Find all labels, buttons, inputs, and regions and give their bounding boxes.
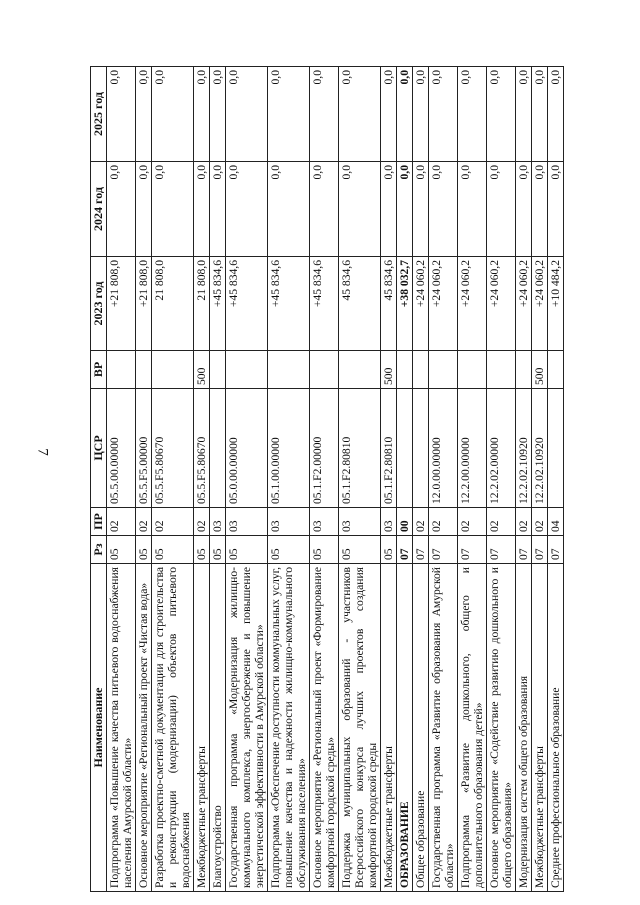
- table-row: [194, 67, 210, 892]
- row-2023: +45 834,6: [268, 257, 310, 351]
- row-name: Подпрограмма «Повышение качества питьевого водоснабжения населения Амурской области»: [107, 564, 136, 892]
- row-vr: [458, 351, 487, 389]
- row-2024: 0,0: [429, 162, 458, 257]
- row-2025: 0,0: [194, 67, 210, 162]
- row-2025: 0,0: [458, 67, 487, 162]
- row-2025: 0,0: [487, 67, 516, 162]
- row-pr: 02: [413, 508, 429, 536]
- row-2025: 0,0: [136, 67, 152, 162]
- row-rz: 05: [194, 536, 210, 564]
- row-vr: [226, 351, 268, 389]
- row-rz: 07: [458, 536, 487, 564]
- row-pr: 03: [226, 508, 268, 536]
- row-vr: [413, 351, 429, 389]
- row-rz: 05: [310, 536, 339, 564]
- row-pr: 03: [339, 508, 381, 536]
- row-2024: 0,0: [310, 162, 339, 257]
- row-csr: 05.0.00.00000: [226, 389, 268, 508]
- row-name: Основное мероприятие «Региональный проект «Чистая вода»: [136, 564, 152, 892]
- row-pr: 02: [107, 508, 136, 536]
- row-2025: 0,0: [210, 67, 226, 162]
- row-name: Межбюджетные трансферты: [194, 564, 210, 892]
- row-2025: 0,0: [413, 67, 429, 162]
- row-name: Основное мероприятие «Региональный проект «Формирование комфортной городской среды»: [310, 564, 339, 892]
- row-2024: 0,0: [152, 162, 194, 257]
- page-number: 7: [34, 448, 51, 456]
- row-name: Государственная программа «Модернизация жилищно-коммунального комплекса, энергосбережение и повышение энергетической эффективности в Амурской области»: [226, 564, 268, 892]
- row-2023: +24 060,2: [458, 257, 487, 351]
- row-csr: 12.2.02.10920: [532, 389, 548, 508]
- row-2024: 0,0: [210, 162, 226, 257]
- header-vr: ВР: [91, 351, 107, 389]
- row-2025: 0,0: [268, 67, 310, 162]
- row-vr: [152, 351, 194, 389]
- row-csr: 05.5.F5.80670: [152, 389, 194, 508]
- table-row: [532, 67, 548, 892]
- row-name: Поддержка муниципальных образований - участников Всероссийского конкурса лучших проектов создания комфортной городской среды: [339, 564, 381, 892]
- row-2024: 0,0: [397, 162, 413, 257]
- table-body: [107, 67, 564, 892]
- row-vr: [548, 351, 564, 389]
- row-2024: 0,0: [226, 162, 268, 257]
- row-pr: 03: [210, 508, 226, 536]
- row-2024: 0,0: [548, 162, 564, 257]
- row-csr: 05.1.F2.00000: [310, 389, 339, 508]
- row-rz: 07: [429, 536, 458, 564]
- table-row: [381, 67, 397, 892]
- table-row: [548, 67, 564, 892]
- row-name: Государственная программа «Развитие образования Амурской области»: [429, 564, 458, 892]
- rotated-table-container: [90, 67, 598, 892]
- row-2023: +45 834,6: [310, 257, 339, 351]
- row-csr: 05.1.00.00000: [268, 389, 310, 508]
- row-rz: 07: [516, 536, 532, 564]
- row-vr: [268, 351, 310, 389]
- row-csr: 05.5.F5.80670: [194, 389, 210, 508]
- row-pr: 02: [429, 508, 458, 536]
- row-2024: 0,0: [516, 162, 532, 257]
- row-pr: 03: [268, 508, 310, 536]
- row-pr: 00: [397, 508, 413, 536]
- row-pr: 02: [516, 508, 532, 536]
- row-csr: 05.1.F2.80810: [339, 389, 381, 508]
- row-2024: 0,0: [458, 162, 487, 257]
- row-2025: 0,0: [152, 67, 194, 162]
- row-2024: 0,0: [107, 162, 136, 257]
- row-rz: 05: [339, 536, 381, 564]
- row-2024: 0,0: [413, 162, 429, 257]
- row-2023: +45 834,6: [226, 257, 268, 351]
- row-2025: 0,0: [516, 67, 532, 162]
- table-row: [339, 67, 381, 892]
- row-2023: +10 484,2: [548, 257, 564, 351]
- row-vr: 500: [194, 351, 210, 389]
- row-rz: 05: [226, 536, 268, 564]
- row-name: Модернизация систем общего образования: [516, 564, 532, 892]
- row-2023: +38 032,7: [397, 257, 413, 351]
- row-vr: [310, 351, 339, 389]
- row-vr: [136, 351, 152, 389]
- row-name: Среднее профессиональное образование: [548, 564, 564, 892]
- row-pr: 02: [532, 508, 548, 536]
- row-vr: 500: [381, 351, 397, 389]
- header-pr: ПР: [91, 508, 107, 536]
- row-2023: +24 060,2: [532, 257, 548, 351]
- row-name: Межбюджетные трансферты: [381, 564, 397, 892]
- table-row: [458, 67, 487, 892]
- row-rz: 05: [268, 536, 310, 564]
- row-rz: 05: [107, 536, 136, 564]
- table-row: [210, 67, 226, 892]
- row-2024: 0,0: [136, 162, 152, 257]
- row-2023: 21 808,0: [194, 257, 210, 351]
- row-2023: 45 834,6: [339, 257, 381, 351]
- table-row: [226, 67, 268, 892]
- row-2023: +24 060,2: [487, 257, 516, 351]
- row-name: ОБРАЗОВАНИЕ: [397, 564, 413, 892]
- row-pr: 02: [487, 508, 516, 536]
- row-name: Разработка проектно-сметной документации для строительства и реконструкции (модернизации) объектов питьевого водоснабжения: [152, 564, 194, 892]
- table-row: [136, 67, 152, 892]
- header-2024: 2024 год: [91, 162, 107, 257]
- table-row: [429, 67, 458, 892]
- row-csr: [397, 389, 413, 508]
- row-vr: [339, 351, 381, 389]
- row-2024: 0,0: [487, 162, 516, 257]
- row-pr: 02: [194, 508, 210, 536]
- row-2025: 0,0: [310, 67, 339, 162]
- table-row: [310, 67, 339, 892]
- row-vr: [487, 351, 516, 389]
- row-rz: 05: [210, 536, 226, 564]
- row-2023: +45 834,6: [210, 257, 226, 351]
- table-row: [397, 67, 413, 892]
- row-rz: 07: [397, 536, 413, 564]
- row-2025: 0,0: [429, 67, 458, 162]
- row-pr: 02: [136, 508, 152, 536]
- row-2023: +21 808,0: [107, 257, 136, 351]
- row-vr: [516, 351, 532, 389]
- row-2025: 0,0: [339, 67, 381, 162]
- row-2023: 21 808,0: [152, 257, 194, 351]
- row-pr: 02: [152, 508, 194, 536]
- row-rz: 07: [487, 536, 516, 564]
- row-csr: 05.5.00.00000: [107, 389, 136, 508]
- row-name: Основное мероприятие «Содействие развитию дошкольного и общего образования»: [487, 564, 516, 892]
- row-vr: [210, 351, 226, 389]
- row-2023: +24 060,2: [516, 257, 532, 351]
- table-row: [487, 67, 516, 892]
- row-rz: 05: [136, 536, 152, 564]
- row-2023: +21 808,0: [136, 257, 152, 351]
- row-pr: 02: [458, 508, 487, 536]
- row-2023: +24 060,2: [413, 257, 429, 351]
- header-name: Наименование: [91, 564, 107, 892]
- table-row: [516, 67, 532, 892]
- row-rz: 07: [413, 536, 429, 564]
- row-2024: 0,0: [268, 162, 310, 257]
- row-2025: 0,0: [226, 67, 268, 162]
- row-csr: 12.0.00.00000: [429, 389, 458, 508]
- row-csr: 12.2.02.00000: [487, 389, 516, 508]
- row-2023: +24 060,2: [429, 257, 458, 351]
- row-vr: [429, 351, 458, 389]
- header-2025: 2025 год: [91, 67, 107, 162]
- row-name: Межбюджетные трансферты: [532, 564, 548, 892]
- row-vr: [397, 351, 413, 389]
- row-name: Подпрограмма «Развитие дошкольного, общего и дополнительного образования детей»: [458, 564, 487, 892]
- row-name: Благоустройство: [210, 564, 226, 892]
- budget-table: [90, 66, 564, 892]
- row-2025: 0,0: [381, 67, 397, 162]
- row-rz: 07: [532, 536, 548, 564]
- row-csr: 05.1.F2.80810: [381, 389, 397, 508]
- row-vr: 500: [532, 351, 548, 389]
- row-rz: 05: [381, 536, 397, 564]
- row-2024: 0,0: [381, 162, 397, 257]
- row-csr: 05.5.F5.00000: [136, 389, 152, 508]
- row-csr: 12.2.02.10920: [516, 389, 532, 508]
- row-2025: 0,0: [532, 67, 548, 162]
- table-row: [152, 67, 194, 892]
- row-vr: [107, 351, 136, 389]
- row-pr: 03: [381, 508, 397, 536]
- header-rz: Рз: [91, 536, 107, 564]
- table-row: [268, 67, 310, 892]
- table-header-row: [91, 67, 107, 892]
- table-row: [413, 67, 429, 892]
- row-rz: 07: [548, 536, 564, 564]
- row-rz: 05: [152, 536, 194, 564]
- row-csr: [413, 389, 429, 508]
- row-csr: [548, 389, 564, 508]
- row-2024: 0,0: [194, 162, 210, 257]
- row-csr: 12.2.00.00000: [458, 389, 487, 508]
- row-pr: 03: [310, 508, 339, 536]
- table-row: [107, 67, 136, 892]
- row-2025: 0,0: [397, 67, 413, 162]
- row-name: Общее образование: [413, 564, 429, 892]
- row-2024: 0,0: [339, 162, 381, 257]
- row-csr: [210, 389, 226, 508]
- row-pr: 04: [548, 508, 564, 536]
- row-2023: 45 834,6: [381, 257, 397, 351]
- header-csr: ЦСР: [91, 389, 107, 508]
- header-2023: 2023 год: [91, 257, 107, 351]
- row-name: Подпрограмма «Обеспечение доступности коммунальных услуг, повышение качества и надежности жилищно-коммунального обслуживания населения»: [268, 564, 310, 892]
- row-2024: 0,0: [532, 162, 548, 257]
- row-2025: 0,0: [107, 67, 136, 162]
- row-2025: 0,0: [548, 67, 564, 162]
